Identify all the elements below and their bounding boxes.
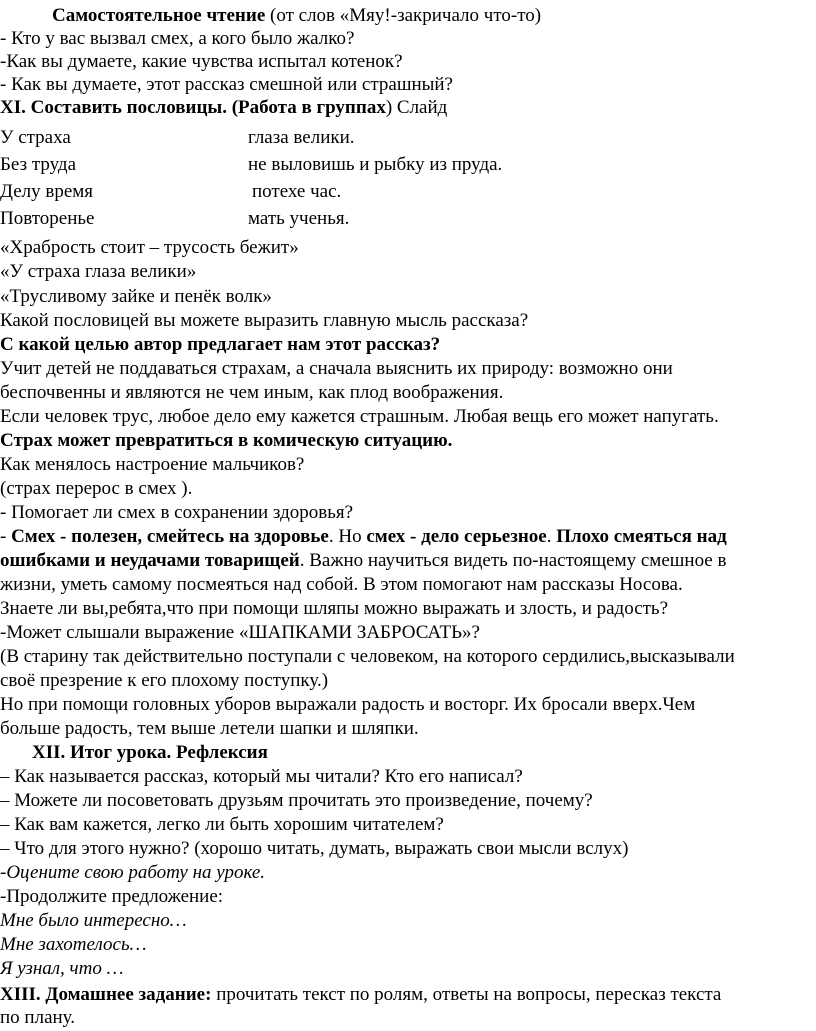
section-xi-heading: XI. Составить пословицы. (Работа в группах xyxy=(0,97,386,118)
question-line: -Как вы думаете, какие чувства испытал котенок? xyxy=(0,51,403,72)
italic-line: Я узнал, что … xyxy=(0,958,124,979)
reading-source: (от слов «Мяу!-закричало что-то) xyxy=(265,5,542,26)
italic-line: Мне было интересно… xyxy=(0,910,187,931)
text-line: Знаете ли вы,ребята,что при помощи шляпы можно выражать и злость, и радость? xyxy=(0,598,669,619)
text-line: жизни, уметь самому посмеяться над собой. В этом помогают нам рассказы Носова. xyxy=(0,574,683,595)
text-line: больше радость, тем выше летели шапки и шляпки. xyxy=(0,718,419,739)
text-line: по плану. xyxy=(0,1007,76,1028)
proverb-start: У страха xyxy=(0,127,71,148)
proverb-start: Делу время xyxy=(0,181,94,202)
section-xi-line xyxy=(0,96,447,119)
bold-question: С какой целью автор предлагает нам этот рассказ? xyxy=(0,334,441,355)
laughter-line xyxy=(0,525,727,548)
text-line: -Продолжите предложение: xyxy=(0,886,224,907)
text-line: -Может слышали выражение «ШАПКАМИ ЗАБРОСАТЬ»? xyxy=(0,622,480,643)
plain-phrase: . xyxy=(546,526,557,547)
plain-phrase: . Важно научиться видеть по-настоящему смешное в xyxy=(299,550,727,571)
dash: - xyxy=(0,526,12,547)
question-line: - Как вы думаете, этот рассказ смешной или страшный? xyxy=(0,74,453,95)
bold-phrase: смех - дело серьезное xyxy=(366,526,547,547)
proverb-quote: «Храбрость стоит – трусость бежит» xyxy=(0,237,299,258)
text-line: (страх перерос в смех ). xyxy=(0,478,193,499)
text-line: – Что для этого нужно? (хорошо читать, думать, выражать свои мысли вслух) xyxy=(0,838,629,859)
text-line: своё презрение к его плохому поступку.) xyxy=(0,670,329,691)
question-line: - Кто у вас вызвал смех, а кого было жалко? xyxy=(0,28,355,49)
reading-line xyxy=(52,4,541,27)
proverb-end: мать ученья. xyxy=(248,208,350,229)
bold-phrase: Смех - полезен, смейтесь на здоровье xyxy=(11,526,329,547)
bold-phrase: Плохо смеяться над xyxy=(556,526,727,547)
italic-line: -Оцените свою работу на уроке. xyxy=(0,862,266,883)
section-xii-heading: XII. Итог урока. Рефлексия xyxy=(32,742,268,763)
section-xi-slide: ) Слайд xyxy=(385,97,448,118)
italic-line: Мне захотелось… xyxy=(0,934,147,955)
text-line: (В старину так действительно поступали с человеком, на которого сердились,высказывали xyxy=(0,646,735,667)
proverb-quote: «У страха глаза велики» xyxy=(0,261,197,282)
proverb-end: глаза велики. xyxy=(248,127,355,148)
text-line: Но при помощи головных уборов выражали радость и восторг. Их бросали вверх.Чем xyxy=(0,694,696,715)
text-line: Какой пословицей вы можете выразить главную мысль рассказа? xyxy=(0,310,529,331)
homework-text: прочитать текст по ролям, ответы на вопросы, пересказ текста xyxy=(211,984,722,1005)
proverb-quote: «Трусливому зайке и пенёк волк» xyxy=(0,286,272,307)
text-line: Учит детей не поддаваться страхам, а сначала выяснить их природу: возможно они xyxy=(0,358,673,379)
proverb-start: Повторенье xyxy=(0,208,95,229)
text-line: Как менялось настроение мальчиков? xyxy=(0,454,305,475)
text-line: беспочвенны и являются не чем иным, как плод воображения. xyxy=(0,382,504,403)
laughter-line xyxy=(0,549,726,572)
text-line: Если человек трус, любое дело ему кажется страшным. Любая вещь его может напугать. xyxy=(0,406,719,427)
plain-phrase: . Но xyxy=(328,526,367,547)
homework-heading: XIII. Домашнее задание: xyxy=(0,984,212,1005)
proverb-start: Без труда xyxy=(0,154,77,175)
bold-phrase: ошибками и неудачами товарищей xyxy=(0,550,300,571)
homework-line xyxy=(0,983,721,1006)
text-line: – Можете ли посоветовать друзьям прочитать это произведение, почему? xyxy=(0,790,593,811)
proverb-end: потехе час. xyxy=(252,181,342,202)
reading-heading: Самостоятельное чтение xyxy=(52,5,266,26)
bold-statement: Страх может превратиться в комическую ситуацию. xyxy=(0,430,453,451)
text-line: – Как вам кажется, легко ли быть хорошим читателем? xyxy=(0,814,444,835)
proverb-end: не выловишь и рыбку из пруда. xyxy=(248,154,503,175)
text-line: – Как называется рассказ, который мы читали? Кто его написал? xyxy=(0,766,523,787)
text-line: - Помогает ли смех в сохранении здоровья? xyxy=(0,502,354,523)
